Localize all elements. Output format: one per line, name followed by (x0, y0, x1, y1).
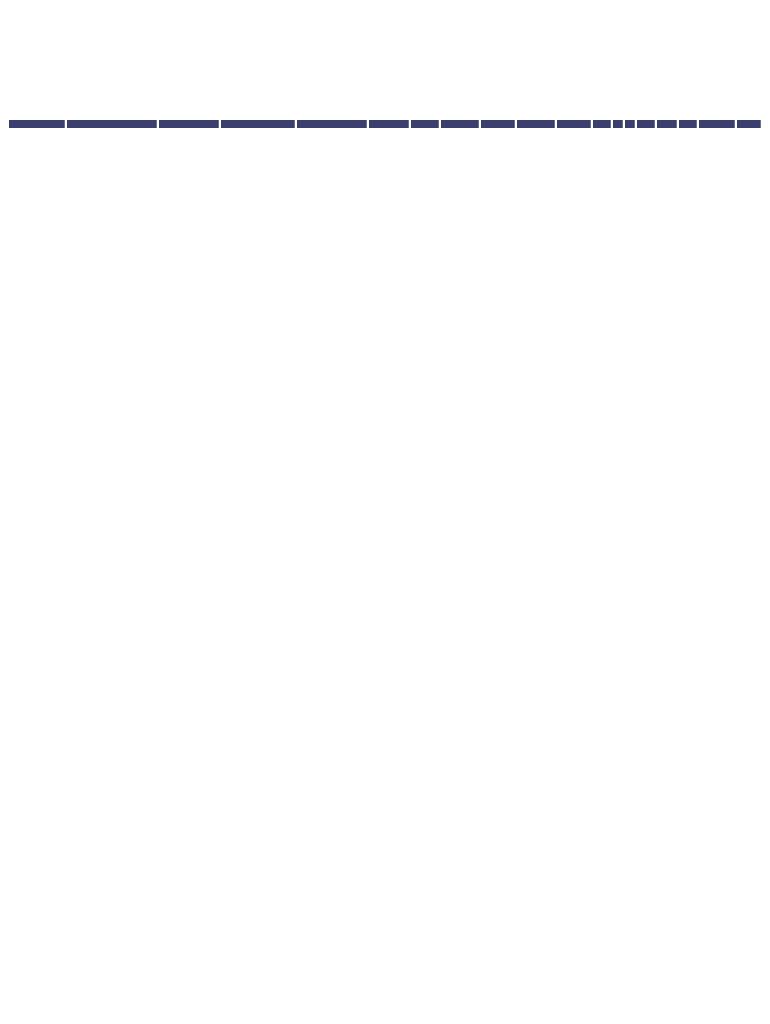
table-row (9, 842, 761, 867)
table-cell (67, 796, 157, 814)
table-cell (67, 615, 157, 630)
column-header[interactable] (679, 120, 697, 128)
table-cell (67, 273, 157, 278)
table-row (9, 375, 761, 392)
table-cell (221, 238, 295, 246)
table-row (9, 298, 761, 303)
table-cell (67, 129, 157, 141)
table-cell (221, 219, 295, 228)
table-cell (67, 396, 157, 399)
table-cell (67, 550, 157, 580)
table-cell (221, 142, 295, 146)
table-cell (221, 582, 295, 599)
table-row (9, 285, 761, 292)
table-cell (67, 305, 157, 311)
table-cell (221, 736, 295, 761)
table-cell (67, 726, 157, 735)
table-cell (221, 317, 295, 324)
table-row (9, 154, 761, 169)
table-cell (67, 921, 157, 936)
table-cell (67, 400, 157, 457)
table-cell (221, 816, 295, 831)
table-cell (67, 347, 157, 373)
table-cell (67, 536, 157, 549)
column-header[interactable] (67, 120, 157, 128)
table-row (9, 796, 761, 814)
column-header[interactable] (557, 120, 591, 128)
table-cell (221, 147, 295, 154)
table-cell (67, 339, 157, 346)
table-row (9, 536, 761, 549)
table-cell (221, 536, 295, 549)
table-row (9, 831, 761, 840)
table-cell (67, 763, 157, 781)
table-cell (221, 921, 295, 936)
column-header[interactable] (159, 120, 219, 128)
table-cell (221, 207, 295, 218)
table-cell (67, 207, 157, 218)
table-cell (221, 396, 295, 399)
table-row (9, 196, 761, 205)
table-cell (221, 600, 295, 613)
table-cell (221, 247, 295, 260)
column-header[interactable] (9, 120, 65, 128)
column-header[interactable] (637, 120, 655, 128)
table-cell (221, 783, 295, 795)
table-row (9, 400, 761, 457)
table-cell (67, 279, 157, 284)
table-cell (67, 247, 157, 260)
table-cell (67, 154, 157, 169)
table-row (9, 726, 761, 735)
table-cell (67, 229, 157, 237)
table-cell (221, 726, 295, 735)
column-header[interactable] (481, 120, 515, 128)
table-cell (67, 600, 157, 613)
table-cell (67, 142, 157, 146)
table-cell (221, 339, 295, 346)
table-cell (67, 905, 157, 920)
table-cell (67, 710, 157, 725)
table-cell (67, 868, 157, 886)
table-cell (67, 261, 157, 266)
table-cell (221, 196, 295, 205)
table-row (9, 247, 761, 260)
table-row (9, 238, 761, 246)
table-row (9, 129, 761, 141)
table-cell (67, 496, 157, 534)
table-cell (221, 471, 295, 478)
table-cell (67, 196, 157, 205)
table-cell (67, 479, 157, 495)
table-cell (221, 631, 295, 668)
table-row (9, 347, 761, 373)
table-row (9, 339, 761, 346)
table-cell (221, 678, 295, 693)
table-row (9, 868, 761, 886)
column-header[interactable] (221, 120, 295, 128)
table-cell (221, 763, 295, 781)
column-header[interactable] (517, 120, 555, 128)
table-cell (221, 888, 295, 903)
table-cell (67, 582, 157, 599)
table-row (9, 763, 761, 781)
table-cell (221, 710, 295, 725)
table-row (9, 261, 761, 266)
table-cell (67, 694, 157, 709)
table-cell (67, 842, 157, 867)
column-header[interactable] (699, 120, 735, 128)
table-row (9, 921, 761, 936)
table-cell (67, 170, 157, 179)
table-row (9, 736, 761, 761)
table-cell (221, 129, 295, 141)
table-cell (221, 868, 295, 886)
table-cell (221, 279, 295, 284)
table-cell (67, 669, 157, 677)
table-cell (221, 170, 295, 179)
table-row (9, 396, 761, 399)
header-row (9, 120, 761, 128)
table-cell (221, 347, 295, 373)
table-row (9, 273, 761, 278)
table-cell (67, 219, 157, 228)
table-row (9, 631, 761, 668)
column-header[interactable] (593, 120, 611, 128)
column-header[interactable] (369, 120, 409, 128)
table-cell (221, 694, 295, 709)
table-row (9, 710, 761, 725)
table-cell (67, 783, 157, 795)
table-cell (221, 905, 295, 920)
table-cell (67, 285, 157, 292)
table-cell (221, 229, 295, 237)
table-cell (67, 631, 157, 668)
table-row (9, 229, 761, 237)
table-row (9, 550, 761, 580)
table-cell (221, 273, 295, 278)
table-cell (67, 375, 157, 392)
table-cell (221, 285, 295, 292)
table-cell (67, 180, 157, 195)
table-row (9, 326, 761, 338)
table-row (9, 582, 761, 599)
table-cell (221, 298, 295, 303)
table-cell (221, 154, 295, 169)
table-cell (221, 615, 295, 630)
table-cell (221, 180, 295, 195)
table-cell (67, 238, 157, 246)
table-row (9, 305, 761, 311)
column-header[interactable] (411, 120, 439, 128)
table-cell (221, 842, 295, 867)
table-row (9, 479, 761, 495)
table-row (9, 678, 761, 693)
table-row (9, 471, 761, 478)
table-cell (67, 888, 157, 903)
table-cell (67, 471, 157, 478)
table-cell (221, 261, 295, 266)
column-header[interactable] (297, 120, 367, 128)
table-row (9, 600, 761, 613)
table-cell (67, 298, 157, 303)
table-cell (67, 317, 157, 324)
table-row (9, 905, 761, 920)
table-cell (67, 326, 157, 338)
column-header[interactable] (625, 120, 635, 128)
column-header[interactable] (657, 120, 677, 128)
table-row (9, 888, 761, 903)
table-row (9, 207, 761, 218)
table-row (9, 279, 761, 284)
table-cell (221, 464, 295, 469)
table-cell (67, 831, 157, 840)
table-row (9, 464, 761, 469)
table-row (9, 317, 761, 324)
table-row (9, 142, 761, 146)
table-row (9, 694, 761, 709)
column-header[interactable] (737, 120, 761, 128)
table-cell (221, 669, 295, 677)
table-cell (221, 326, 295, 338)
table-row (9, 147, 761, 154)
table-cell (221, 796, 295, 814)
table-cell (67, 678, 157, 693)
table-row (9, 170, 761, 179)
table-row (9, 816, 761, 831)
table-row (9, 496, 761, 534)
table-row (9, 783, 761, 795)
table-cell (221, 550, 295, 580)
table-cell (221, 831, 295, 840)
table-cell (221, 479, 295, 495)
table-cell (221, 496, 295, 534)
table-cell (67, 816, 157, 831)
column-header[interactable] (441, 120, 479, 128)
table-cell (67, 464, 157, 469)
table-cell (221, 400, 295, 457)
table-cell (67, 736, 157, 761)
table-row (9, 219, 761, 228)
table-cell (221, 305, 295, 311)
table-cell (221, 375, 295, 392)
table-cell (67, 147, 157, 154)
column-header[interactable] (613, 120, 623, 128)
spreadsheet (9, 120, 761, 928)
table-row (9, 615, 761, 630)
table-row (9, 669, 761, 677)
table-row (9, 180, 761, 195)
